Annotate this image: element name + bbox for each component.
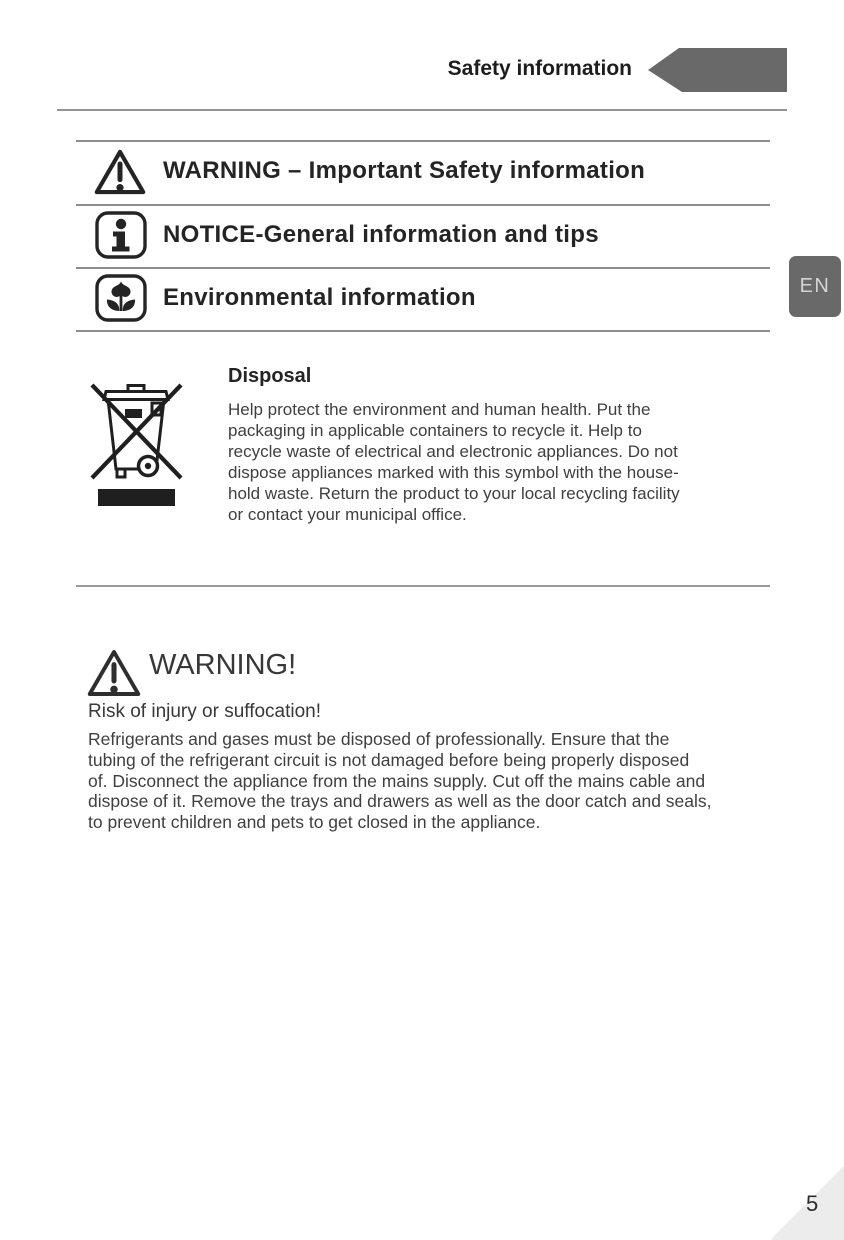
language-tab-en: EN [789,256,841,317]
warning-triangle-icon [92,147,148,197]
section-divider [76,585,770,587]
paragraph-line: packaging in applicable containers to recycle it. Help to [228,420,642,440]
paragraph-line: dispose of it. Remove the trays and drawers as well as the door catch and seals, [88,791,712,812]
header-divider [57,109,787,111]
legend-divider-top [76,140,770,142]
paragraph-line: tubing of the refrigerant circuit is not damaged before being properly disposed [88,749,690,770]
disposal-heading: Disposal [228,365,312,387]
warning-subtitle: Risk of injury or suffocation! [88,701,322,722]
paragraph-line: Refrigerants and gases must be disposed of professionally. Ensure that the [88,729,670,749]
environment-flower-icon [95,274,147,322]
paragraph-line: Help protect the environment and human health. Put the [228,400,651,419]
legend-divider-mid2 [76,267,770,269]
paragraph-line: or contact your municipal office. [228,504,467,524]
legend-item-environment: Environmental information [163,284,476,311]
warning-paragraph [88,729,712,833]
disposal-paragraph [228,400,680,525]
info-icon [95,211,147,259]
page-corner-shape [760,1130,844,1240]
paragraph-line: hold waste. Return the product to your local recycling facility [228,483,680,503]
warning-triangle-icon [86,646,142,700]
warning-heading: WARNING! [149,649,297,681]
paragraph-line: of. Disconnect the appliance from the mains supply. Cut off the mains cable and [88,770,706,791]
legend-item-notice: NOTICE-General information and tips [163,221,599,248]
header-arrow-icon [648,48,787,92]
paragraph-line: to prevent children and pets to get closed in the appliance. [88,812,541,833]
legend-divider-mid1 [76,204,770,206]
paragraph-line: dispose appliances marked with this symbol with the house- [228,462,679,482]
weee-crossed-out-bin-icon [89,381,186,508]
legend-item-warning: WARNING – Important Safety information [163,157,646,184]
page-title: Safety information [447,57,632,80]
page-number: 5 [806,1191,819,1216]
legend-divider-bottom [76,330,770,332]
paragraph-line: recycle waste of electrical and electronic appliances. Do not [228,441,678,461]
